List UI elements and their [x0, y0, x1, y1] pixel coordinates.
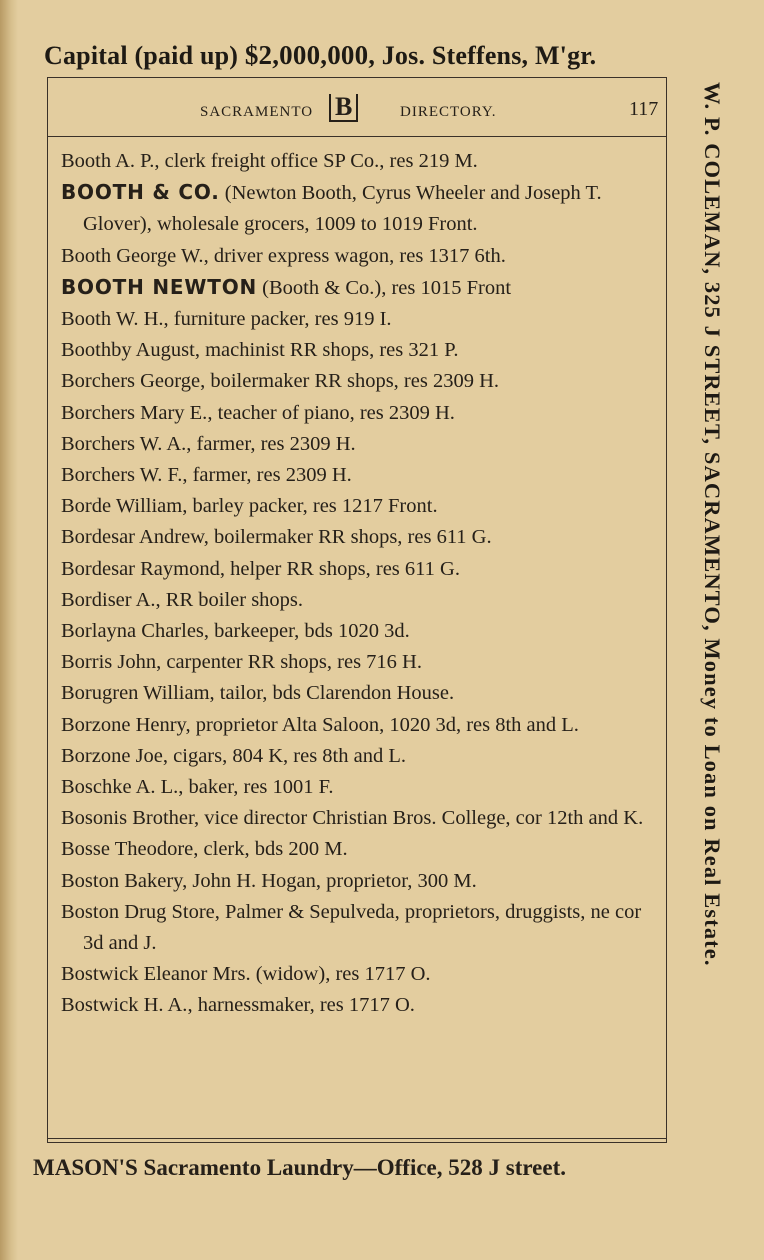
directory-entry — [61, 146, 659, 177]
top-ad-text-b: , Jos. Steffens, M'gr. — [368, 41, 597, 70]
entry-name: Borchers W. F. — [61, 464, 183, 487]
entry-name: Borlayna Charles — [61, 620, 204, 643]
entry-name: Borchers W. A. — [61, 432, 187, 455]
entry-name: Bordiser A. — [61, 588, 156, 611]
directory-entries — [61, 146, 659, 1022]
entry-name: Bostwick H. A. — [61, 994, 188, 1017]
entry-details: , boilermaker RR shops, res 2309 H. — [200, 370, 500, 393]
entry-details: , carpenter RR shops, res 716 H. — [156, 651, 422, 674]
entry-name: Bordesar Andrew — [61, 526, 204, 549]
entry-name: Borzone Joe — [61, 744, 163, 767]
entry-details: , helper RR shops, res 611 G. — [219, 557, 460, 580]
entry-details: , driver express wagon, res 1317 6th. — [203, 244, 506, 267]
directory-entry — [61, 959, 659, 990]
side-ad-text: W. P. COLEMAN, 325 J STREET, SACRAMENTO, Money to Loan on Real Estate. — [700, 82, 725, 967]
directory-entry — [61, 460, 659, 491]
entry-details: , Palmer & Sepulveda, proprietors, druggists, ne cor 3d and J. — [83, 900, 642, 955]
entry-details: , RR boiler shops. — [155, 588, 304, 611]
entry-details: (Newton Booth, Cyrus Wheeler and Joseph T. Glover), wholesale grocers, 1009 to 1019 Front. — [83, 182, 602, 236]
directory-entry — [61, 366, 659, 397]
entry-name: Borde William — [61, 495, 183, 518]
directory-entry — [61, 241, 659, 272]
directory-entry — [61, 491, 659, 522]
directory-entry — [61, 177, 659, 240]
directory-entry — [61, 866, 659, 897]
entry-details: (Booth & Co.), res 1015 Front — [257, 276, 512, 299]
entry-details: , clerk freight office SP Co., res 219 M. — [154, 150, 478, 172]
entry-name: Borchers Mary E. — [61, 401, 208, 424]
page-number: 117 — [629, 98, 659, 120]
entry-details: , clerk, bds 200 M. — [193, 838, 348, 861]
entry-details: , machinist RR shops, res 321 P. — [194, 339, 459, 362]
entry-details: , baker, res 1001 F. — [178, 776, 334, 799]
entry-details: (widow), res 1717 O. — [250, 963, 431, 986]
directory-entry — [61, 554, 659, 585]
entry-name: BOOTH NEWTON — [61, 274, 258, 299]
header-city: SACRAMENTO — [200, 104, 314, 120]
entry-name: BOOTH & CO. — [61, 180, 220, 205]
header-letter: B — [329, 94, 358, 122]
entry-details: , boilermaker RR shops, res 611 G. — [203, 526, 492, 549]
directory-entry — [61, 710, 659, 741]
entry-name: Bosse Theodore — [61, 838, 194, 861]
directory-entry — [61, 990, 659, 1021]
entry-details: , barkeeper, bds 1020 3d. — [203, 620, 410, 643]
entry-details: , tailor, bds Clarendon House. — [209, 682, 455, 705]
directory-entry — [61, 803, 659, 834]
directory-entry — [61, 304, 659, 335]
entry-details: , furniture packer, res 919 I. — [163, 308, 392, 331]
directory-entry — [61, 522, 659, 553]
directory-entry — [61, 678, 659, 709]
entry-details: , barley packer, res 1217 Front. — [182, 495, 438, 518]
entry-details: , farmer, res 2309 H. — [182, 464, 352, 487]
directory-entry — [61, 897, 659, 959]
entry-name: Booth A. P. — [61, 150, 155, 172]
footer-rule — [47, 1138, 667, 1139]
entry-name: Booth W. H. — [61, 308, 164, 331]
directory-entry — [61, 647, 659, 678]
top-ad-text-a: Capital (paid up) — [44, 41, 245, 70]
entry-details: , farmer, res 2309 H. — [186, 432, 356, 455]
directory-entry — [61, 585, 659, 616]
entry-name: Borchers George — [61, 370, 201, 393]
entry-name: Boston Drug Store — [61, 900, 215, 923]
entry-name: Borugren William — [61, 682, 210, 705]
entry-name: Bordesar Raymond — [61, 557, 220, 580]
directory-entry — [61, 335, 659, 366]
directory-entry — [61, 741, 659, 772]
header-title: DIRECTORY. — [400, 104, 497, 120]
entry-name: Boschke A. L. — [61, 776, 179, 799]
entry-details: , John H. Hogan, proprietor, 300 M. — [182, 869, 477, 892]
top-advertisement — [44, 40, 684, 71]
running-header — [47, 94, 667, 134]
entry-name: Bosonis Brother — [61, 807, 194, 830]
entry-details: , harnessmaker, res 1717 O. — [187, 994, 415, 1017]
entry-details: , teacher of piano, res 2309 H. — [207, 401, 455, 424]
page-edge — [0, 0, 18, 1260]
entry-details: , proprietor Alta Saloon, 1020 3d, res 8th and L. — [185, 713, 579, 736]
entry-name: Boston Bakery — [61, 869, 183, 892]
entry-name: Borzone Henry — [61, 713, 186, 736]
directory-entry — [61, 772, 659, 803]
directory-entry — [61, 429, 659, 460]
top-ad-amount: $2,000,000 — [244, 40, 369, 70]
directory-entry — [61, 272, 659, 304]
entry-details: , vice director Christian Bros. College, cor 12th and K. — [194, 807, 644, 830]
directory-entry — [61, 834, 659, 865]
entry-details: , cigars, 804 K, res 8th and L. — [162, 744, 407, 767]
entry-name: Boothby August — [61, 339, 195, 362]
header-rule — [47, 136, 667, 137]
directory-entry — [61, 616, 659, 647]
footer-advertisement: MASON'S Sacramento Laundry—Office, 528 J street. — [33, 1155, 566, 1180]
entry-name: Borris John — [61, 651, 157, 674]
side-advertisement — [675, 82, 735, 1152]
entry-name: Bostwick Eleanor Mrs. — [61, 963, 251, 986]
entry-name: Booth George W. — [61, 244, 204, 267]
directory-entry — [61, 398, 659, 429]
